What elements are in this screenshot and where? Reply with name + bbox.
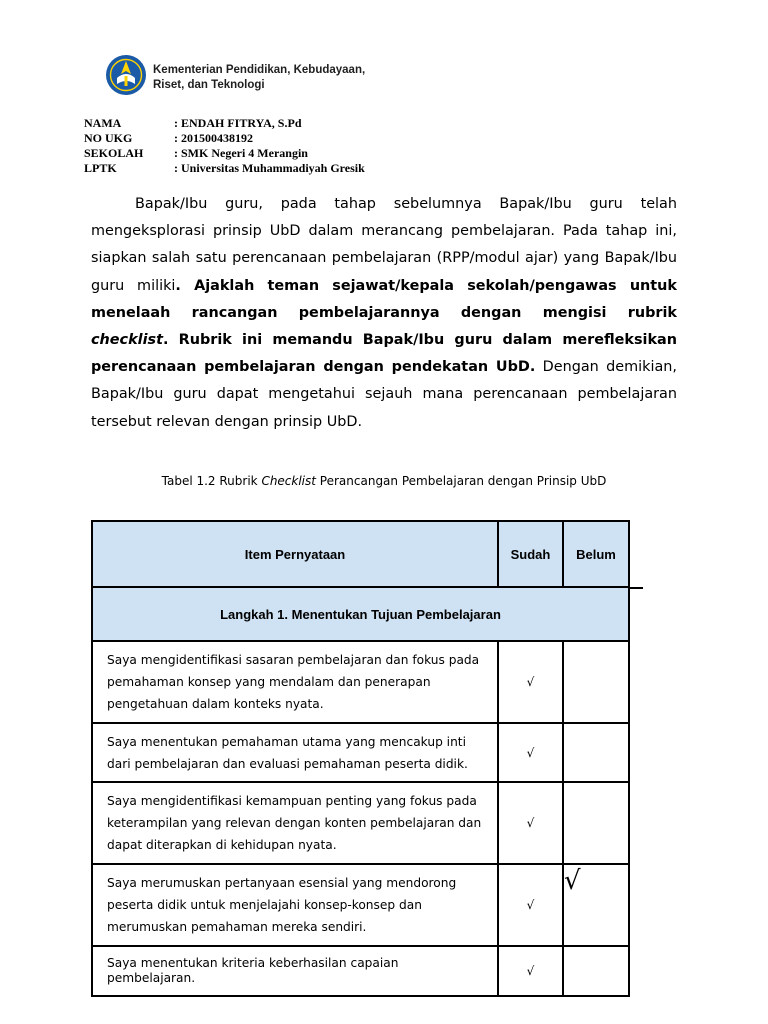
table-header-row	[92, 521, 629, 587]
identity-row-nama	[84, 116, 365, 131]
ministry-name	[153, 63, 393, 93]
belum-cell[interactable]	[563, 946, 629, 996]
step-1-title: Langkah 1. Menentukan Tujuan Pembelajaran	[92, 587, 629, 641]
identity-block	[84, 116, 365, 176]
intro-text-2: Dengan demikian, Bapak/Ibu guru dapat mengetahui sejauh mana perencanaan pembelajaran tersebut relevan dengan prinsip UbD.	[91, 359, 677, 430]
table-row	[92, 864, 629, 946]
table-row	[92, 782, 629, 864]
belum-cell[interactable]	[563, 641, 629, 723]
ministry-name-line1: Kementerian Pendidikan, Kebudayaan,	[153, 64, 366, 76]
ministry-name-line2: Riset, dan Teknologi	[153, 79, 265, 91]
header-item: Item Pernyataan	[92, 521, 498, 587]
identity-label: LPTK	[84, 161, 117, 175]
step-row	[92, 587, 629, 641]
sudah-cell[interactable]: √	[498, 723, 563, 782]
identity-label: SEKOLAH	[84, 146, 144, 160]
handwritten-check-mark: √	[564, 866, 581, 896]
sudah-cell[interactable]: √	[498, 946, 563, 996]
header-sudah: Sudah	[498, 521, 563, 587]
caption-suffix: Perancangan Pembelajaran dengan Prinsip UbD	[315, 474, 607, 488]
belum-cell[interactable]	[563, 782, 629, 864]
identity-label: NO UKG	[84, 131, 133, 145]
intro-dot: .	[175, 277, 181, 294]
caption-prefix: Tabel 1.2 Rubrik	[161, 474, 262, 488]
table-row	[92, 641, 629, 723]
header-belum: Belum	[563, 521, 629, 587]
identity-value: : SMK Negeri 4 Merangin	[174, 146, 308, 160]
table-row	[92, 723, 629, 782]
identity-value: : Universitas Muhammadiyah Gresik	[174, 161, 365, 175]
identity-value: : 201500438192	[174, 131, 253, 145]
intro-bold-1: Ajaklah teman sejawat/kepala sekolah/pengawas untuk menelaah rancangan pembelajarannya dengan mengisi rubrik	[91, 277, 678, 321]
identity-label: NAMA	[84, 116, 122, 130]
intro-bold-italic: checklist	[91, 332, 163, 349]
statement-cell: Saya merumuskan pertanyaan esensial yang mendorong peserta didik untuk menjelajahi konsep-konsep dan merumuskan pemahaman mereka sendiri.	[92, 864, 498, 946]
sudah-cell[interactable]: √	[498, 864, 563, 946]
statement-cell: Saya menentukan pemahaman utama yang mencakup inti dari pembelajaran dan evaluasi pemahaman peserta didik.	[92, 723, 498, 782]
statement-cell: Saya mengidentifikasi sasaran pembelajaran dan fokus pada pemahaman konsep yang mendalam dan penerapan pengetahuan dalam konteks nyata.	[92, 641, 498, 723]
statement-cell: Saya menentukan kriteria keberhasilan capaian pembelajaran.	[92, 946, 498, 996]
belum-cell[interactable]	[563, 723, 629, 782]
intro-bold-2: . Rubrik ini memandu Bapak/Ibu guru dalam merefleksikan perencanaan pembelajaran dengan pendekatan UbD.	[91, 332, 677, 376]
stray-border-line	[629, 587, 643, 589]
sudah-cell[interactable]: √	[498, 641, 563, 723]
table-row	[92, 946, 629, 996]
intro-text-1: Bapak/Ibu guru, pada tahap sebelumnya Bapak/Ibu guru telah mengeksplorasi prinsip UbD dalam merancang pembelajaran. Pada tahap ini, siapkan salah satu perencanaan pembelajaran (RPP/modul ajar) yang Bapak/Ibu guru miliki	[91, 196, 677, 294]
caption-italic: Checklist	[261, 474, 316, 488]
identity-row-no-ukg	[84, 131, 365, 146]
identity-row-lptk	[84, 161, 365, 176]
table-caption	[150, 474, 618, 489]
sudah-cell[interactable]: √	[498, 782, 563, 864]
rubric-table	[91, 520, 630, 997]
identity-row-sekolah	[84, 146, 365, 161]
tut-wuri-handayani-emblem-icon	[105, 54, 147, 96]
statement-cell: Saya mengidentifikasi kemampuan penting yang fokus pada keterampilan yang relevan dengan konten pembelajaran dan dapat diterapkan di kehidupan nyata.	[92, 782, 498, 864]
intro-paragraph	[91, 191, 677, 436]
identity-value: : ENDAH FITRYA, S.Pd	[174, 116, 302, 130]
